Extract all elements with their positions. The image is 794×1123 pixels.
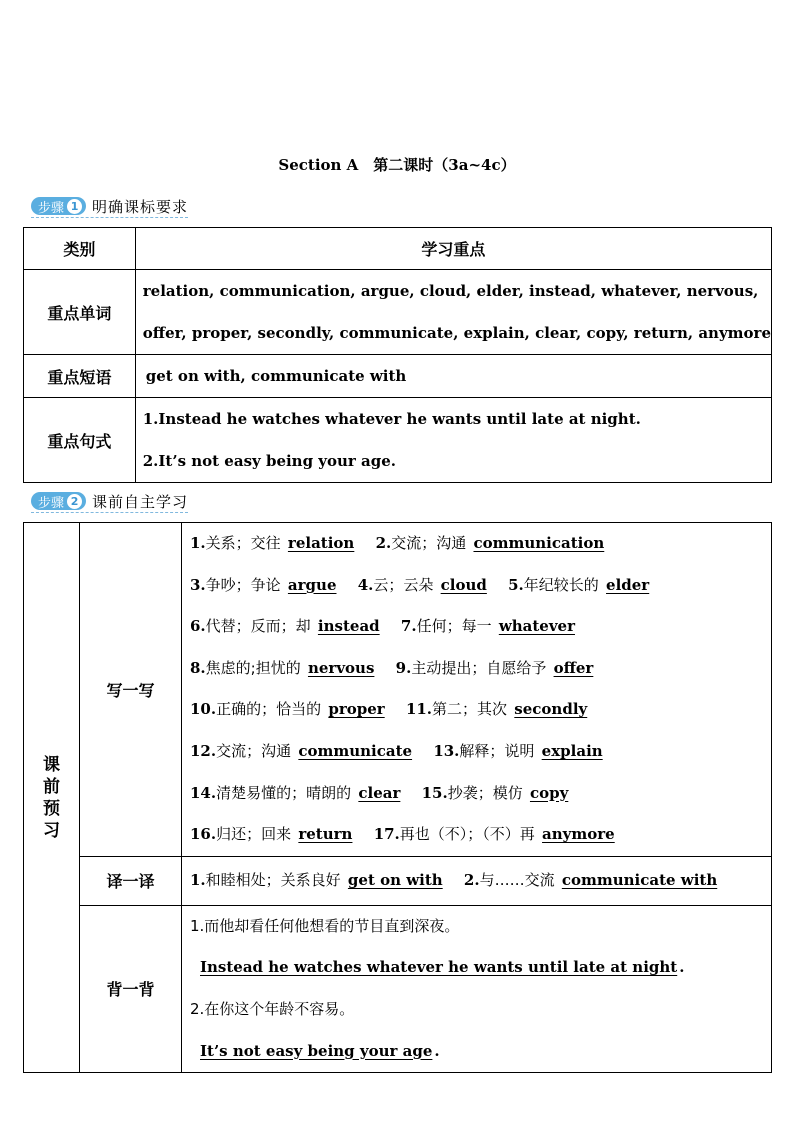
- answer: return: [298, 825, 353, 844]
- answer: relation: [287, 534, 355, 552]
- side-char: 前: [43, 776, 60, 797]
- table-row: [24, 270, 772, 355]
- phrase-line: 1.和睦相处；关系良好 get on with 2.与……交流 communicate with: [190, 871, 718, 890]
- side-char: 课: [43, 754, 60, 775]
- side-label: [24, 523, 80, 1073]
- row-line: 1.Instead he watches whatever he wants until late at night.: [142, 410, 641, 428]
- sentence-en: It’s not easy being your age .: [200, 1041, 440, 1060]
- step-underline: [31, 217, 188, 218]
- row-category: 重点句式: [24, 398, 136, 483]
- answer: communicate: [298, 741, 413, 760]
- answer: communication: [473, 534, 605, 552]
- row-line: get on with, communicate with: [145, 367, 407, 385]
- row-line: relation, communication, argue, cloud, elder, instead, whatever, nervous,: [142, 282, 759, 300]
- write-content: [182, 523, 772, 857]
- answer: anymore: [542, 825, 615, 844]
- step-underline: [31, 512, 188, 513]
- vocab-line: 10.正确的；恰当的 proper 11.第二；其次 secondly: [190, 700, 588, 719]
- translate-category: 译一译: [80, 856, 182, 905]
- step-label: 步骤: [38, 200, 65, 216]
- write-section: [24, 523, 772, 857]
- step-number: 2: [67, 494, 82, 509]
- answer: whatever: [498, 617, 575, 636]
- answer: nervous: [307, 658, 375, 677]
- row-content: [135, 270, 771, 355]
- vocab-line: 6.代替；反而；却 instead 7.任何；每一 whatever: [190, 617, 575, 636]
- table-row: [24, 355, 772, 398]
- sentence-cn: 1.而他却看任何他想看的节目直到深夜。: [190, 916, 460, 935]
- write-category: 写一写: [80, 523, 182, 857]
- answer: explain: [541, 741, 603, 760]
- answer: proper: [328, 700, 385, 719]
- vocab-line: 12.交流；沟通 communicate 13.解释；说明 explain: [190, 741, 603, 760]
- answer: clear: [358, 783, 401, 802]
- step-1-heading: [31, 196, 188, 216]
- row-content: [135, 398, 771, 483]
- answer: secondly: [514, 700, 588, 719]
- recite-content: [182, 905, 772, 1072]
- answer: offer: [553, 658, 594, 677]
- translate-content: [182, 856, 772, 905]
- row-line: 2.It’s not easy being your age.: [142, 452, 397, 470]
- answer: Instead he watches whatever he wants until late at night: [200, 958, 678, 977]
- key-points-table: [23, 227, 772, 483]
- header-category: 类别: [24, 228, 136, 270]
- vocab-line: 3.争吵；争论 argue 4.云；云朵 cloud 5.年纪较长的 elder: [190, 575, 650, 594]
- side-char: 习: [43, 820, 60, 841]
- answer: cloud: [440, 575, 487, 594]
- header-focus: 学习重点: [135, 228, 771, 270]
- step-title: 明确课标要求: [92, 197, 189, 216]
- answer: It’s not easy being your age: [200, 1041, 433, 1060]
- sentence-cn: 2.在你这个年龄不容易。: [190, 999, 355, 1018]
- vocab-line: 1.关系；交往 relation 2.交流；沟通 communication: [190, 534, 605, 552]
- side-char: 预: [43, 798, 60, 819]
- answer: argue: [287, 575, 337, 594]
- step-badge: [31, 492, 86, 510]
- row-line: offer, proper, secondly, communicate, explain, clear, copy, return, anymore: [142, 324, 771, 342]
- page-title: Section A 第二课时（3a~4c）: [278, 156, 516, 174]
- answer: copy: [529, 783, 569, 802]
- answer: get on with: [347, 871, 443, 890]
- answer: instead: [317, 617, 380, 636]
- step-number: 1: [67, 199, 82, 214]
- row-category: 重点短语: [24, 355, 136, 398]
- table-row: [24, 398, 772, 483]
- step-label: 步骤: [38, 495, 65, 511]
- row-content: [135, 355, 771, 398]
- recite-category: 背一背: [80, 905, 182, 1072]
- step-badge: [31, 197, 86, 215]
- preview-table: [23, 522, 772, 1073]
- vocab-line: 16.归还；回来 return 17.再也（不）；（不）再 anymore: [190, 825, 615, 844]
- row-category: 重点单词: [24, 270, 136, 355]
- answer: elder: [606, 575, 650, 594]
- vocab-line: 14.清楚易懂的；晴朗的 clear 15.抄袭；模仿 copy: [190, 783, 569, 802]
- sentence-en: Instead he watches whatever he wants until late at night .: [200, 958, 685, 977]
- step-title: 课前自主学习: [92, 492, 189, 511]
- vocab-line: 8.焦虑的;担忧的 nervous 9.主动提出；自愿给予 offer: [190, 658, 594, 677]
- answer: communicate with: [561, 871, 718, 890]
- table-header-row: [24, 228, 772, 270]
- step-2-heading: [31, 491, 188, 511]
- translate-section: [24, 856, 772, 905]
- recite-section: [24, 905, 772, 1072]
